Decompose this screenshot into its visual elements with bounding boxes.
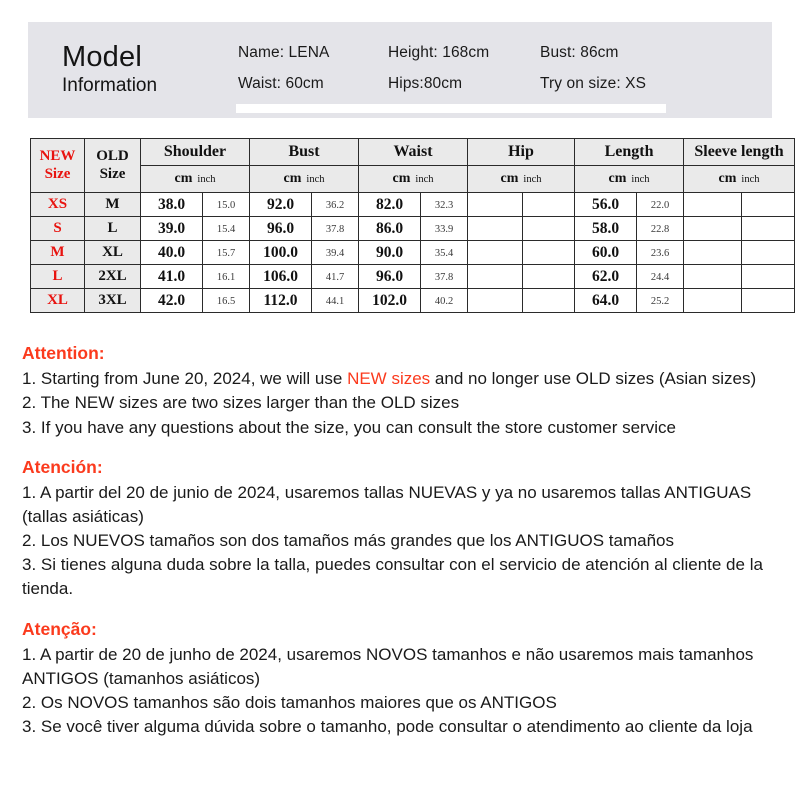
note-block-portuguese	[22, 616, 782, 740]
cell-sleeve-length-cm	[684, 193, 742, 217]
unit-cm-label: cm	[392, 171, 411, 186]
value-sleeve-length-inch	[767, 200, 770, 211]
model-spec-bust: Bust: 86cm	[540, 44, 619, 61]
cell-hip-cm	[468, 241, 523, 265]
note-english-line1-part-a: 1. Starting from June 20, 2024, we will use	[22, 369, 348, 389]
value-sleeve-length-inch	[767, 224, 770, 235]
unit-inch-label: inch	[741, 174, 760, 185]
model-information-banner	[28, 22, 772, 118]
model-spec-try-on-size: Try on size: XS	[540, 75, 647, 92]
value-shoulder-inch: 15.4	[216, 224, 236, 235]
value-length-cm: 60.0	[591, 243, 620, 261]
table-row	[31, 241, 795, 265]
cell-waist-cm	[359, 289, 421, 313]
cell-bust-cm	[250, 289, 312, 313]
value-sleeve-length-cm	[711, 196, 715, 213]
cell-sleeve-length-inch	[742, 265, 795, 289]
value-hip-inch	[547, 272, 550, 283]
header-group-length: Length	[575, 139, 684, 166]
value-hip-cm	[493, 196, 497, 213]
cell-length-inch	[637, 289, 684, 313]
value-bust-cm: 106.0	[263, 267, 298, 285]
table-head	[31, 139, 795, 193]
value-bust-cm: 92.0	[266, 195, 295, 213]
cell-bust-cm	[250, 217, 312, 241]
value-waist-inch: 37.8	[434, 272, 454, 283]
model-specs-group	[228, 22, 772, 118]
value-shoulder-inch: 15.7	[216, 248, 236, 259]
size-chart-table	[30, 138, 795, 313]
cell-bust-inch	[312, 289, 359, 313]
cell-hip-cm	[468, 265, 523, 289]
cell-shoulder-inch	[203, 217, 250, 241]
cell-new-size: L	[31, 265, 85, 289]
cell-new-size: XL	[31, 289, 85, 313]
unit-inch-label: inch	[415, 174, 434, 185]
model-title-main: Model	[62, 41, 142, 74]
value-shoulder-cm: 40.0	[157, 243, 186, 261]
value-length-cm: 62.0	[591, 267, 620, 285]
note-portuguese-line-1: 1. A partir de 20 de junho de 2024, usaremos NOVOS tamanhos e não usaremos mais tamanhos ANTIGOS (tamanhos asiáticos)	[22, 644, 754, 688]
value-hip-cm	[493, 292, 497, 309]
cell-sleeve-length-inch	[742, 217, 795, 241]
value-shoulder-cm: 39.0	[157, 219, 186, 237]
note-spanish-line-3: 3. Si tienes alguna duda sobre la talla, puedes consultar con el servicio de atención al cliente de la tienda.	[22, 555, 763, 599]
cell-new-size: S	[31, 217, 85, 241]
table-header-row-groups	[31, 139, 795, 166]
cell-waist-cm	[359, 241, 421, 265]
cell-waist-cm	[359, 265, 421, 289]
header-group-waist: Waist	[359, 139, 468, 166]
note-heading-portuguese: Atenção:	[22, 618, 97, 639]
value-waist-inch: 33.9	[434, 224, 454, 235]
cell-length-cm	[575, 241, 637, 265]
value-shoulder-cm: 41.0	[157, 267, 186, 285]
cell-bust-cm	[250, 193, 312, 217]
value-hip-inch	[547, 224, 550, 235]
unit-cm-label: cm	[174, 171, 193, 186]
header-new-size-line2: Size	[44, 165, 71, 182]
note-heading-english: Attention:	[22, 343, 105, 363]
unit-cm-label: cm	[500, 171, 519, 186]
cell-waist-cm	[359, 217, 421, 241]
cell-sleeve-length-inch	[742, 193, 795, 217]
header-new-size	[31, 139, 85, 193]
cell-waist-inch	[421, 193, 468, 217]
value-shoulder-cm: 38.0	[157, 195, 186, 213]
header-unit-shoulder	[141, 166, 250, 193]
cell-sleeve-length-cm	[684, 217, 742, 241]
cell-shoulder-inch	[203, 241, 250, 265]
cell-old-size: 2XL	[85, 265, 141, 289]
model-spec-name: Name: LENA	[238, 44, 330, 61]
unit-inch-label: inch	[631, 174, 650, 185]
cell-sleeve-length-cm	[684, 289, 742, 313]
value-hip-cm	[493, 268, 497, 285]
table-row	[31, 265, 795, 289]
cell-bust-inch	[312, 241, 359, 265]
value-length-inch: 25.2	[650, 296, 670, 307]
cell-hip-cm	[468, 193, 523, 217]
cell-old-size: L	[85, 217, 141, 241]
cell-hip-cm	[468, 289, 523, 313]
unit-inch-label: inch	[197, 174, 216, 185]
cell-length-inch	[637, 217, 684, 241]
value-length-inch: 22.0	[650, 200, 670, 211]
cell-shoulder-cm	[141, 193, 203, 217]
value-bust-inch: 41.7	[325, 272, 345, 283]
value-length-cm: 64.0	[591, 291, 620, 309]
header-group-bust: Bust	[250, 139, 359, 166]
cell-sleeve-length-cm	[684, 265, 742, 289]
header-unit-bust	[250, 166, 359, 193]
cell-new-size: XS	[31, 193, 85, 217]
cell-waist-inch	[421, 289, 468, 313]
note-english-line-3: 3. If you have any questions about the size, you can consult the store customer service	[22, 417, 676, 437]
value-sleeve-length-inch	[767, 296, 770, 307]
value-length-cm: 56.0	[591, 195, 620, 213]
value-bust-inch: 37.8	[325, 224, 345, 235]
value-hip-inch	[547, 296, 550, 307]
header-group-hip: Hip	[468, 139, 575, 166]
note-english-line1-part-b: and no longer use OLD sizes (Asian sizes)	[430, 369, 757, 389]
cell-hip-inch	[523, 289, 575, 313]
cell-hip-inch	[523, 217, 575, 241]
unit-inch-label: inch	[523, 174, 542, 185]
note-spanish-line-2: 2. Los NUEVOS tamaños son dos tamaños más grandes que los ANTIGUOS tamaños	[22, 531, 674, 551]
cell-waist-inch	[421, 217, 468, 241]
cell-length-inch	[637, 193, 684, 217]
model-spec-hips: Hips:80cm	[388, 75, 463, 92]
header-new-size-line1: NEW	[39, 147, 76, 164]
cell-waist-inch	[421, 241, 468, 265]
model-information-title	[28, 42, 228, 97]
value-waist-cm: 90.0	[375, 243, 404, 261]
note-english-line1-highlight: NEW sizes	[347, 369, 431, 389]
note-block-english	[22, 340, 782, 440]
cell-shoulder-cm	[141, 289, 203, 313]
cell-waist-cm	[359, 193, 421, 217]
note-portuguese-line-3: 3. Se você tiver alguma dúvida sobre o tamanho, pode consultar o atendimento ao cliente da loja	[22, 717, 753, 737]
cell-new-size: M	[31, 241, 85, 265]
value-bust-inch: 39.4	[325, 248, 345, 259]
cell-length-inch	[637, 265, 684, 289]
cell-shoulder-cm	[141, 265, 203, 289]
value-bust-cm: 100.0	[263, 243, 298, 261]
cell-length-cm	[575, 193, 637, 217]
cell-length-cm	[575, 289, 637, 313]
value-sleeve-length-inch	[767, 272, 770, 283]
cell-bust-inch	[312, 217, 359, 241]
cell-length-cm	[575, 265, 637, 289]
cell-old-size: XL	[85, 241, 141, 265]
header-group-sleeve-length: Sleeve length	[684, 139, 795, 166]
cell-hip-inch	[523, 241, 575, 265]
value-shoulder-inch: 16.1	[216, 272, 236, 283]
cell-old-size: M	[85, 193, 141, 217]
header-group-shoulder: Shoulder	[141, 139, 250, 166]
cell-length-cm	[575, 217, 637, 241]
note-heading-spanish: Atención:	[22, 456, 103, 477]
value-hip-inch	[547, 200, 550, 211]
value-waist-cm: 82.0	[375, 195, 404, 213]
header-unit-waist	[359, 166, 468, 193]
header-old-size-line1: OLD	[96, 147, 129, 164]
note-portuguese-line-2: 2. Os NOVOS tamanhos são dois tamanhos maiores que os ANTIGOS	[22, 693, 557, 712]
value-shoulder-inch: 15.0	[216, 200, 236, 211]
table-row	[31, 289, 795, 313]
value-hip-cm	[493, 220, 497, 237]
note-english-line-1	[22, 367, 782, 391]
cell-hip-cm	[468, 217, 523, 241]
header-unit-hip	[468, 166, 575, 193]
cell-hip-inch	[523, 265, 575, 289]
value-waist-inch: 35.4	[434, 248, 454, 259]
value-sleeve-length-cm	[711, 244, 715, 261]
cell-waist-inch	[421, 265, 468, 289]
table-row	[31, 217, 795, 241]
value-waist-cm: 86.0	[375, 219, 404, 237]
cell-sleeve-length-inch	[742, 241, 795, 265]
note-spanish-line-1: 1. A partir del 20 de junio de 2024, usaremos tallas NUEVAS y ya no usaremos tallas ANTIGUAS (tallas asiáticas)	[22, 482, 752, 526]
value-bust-cm: 96.0	[266, 219, 295, 237]
note-english-line-2: 2. The NEW sizes are two sizes larger than the OLD sizes	[22, 393, 460, 413]
cell-old-size: 3XL	[85, 289, 141, 313]
header-old-size-line2: Size	[99, 165, 126, 182]
value-waist-cm: 102.0	[372, 291, 407, 309]
unit-cm-label: cm	[283, 171, 302, 186]
value-waist-cm: 96.0	[375, 267, 404, 285]
value-length-inch: 22.8	[650, 224, 670, 235]
model-specs-underline	[236, 104, 666, 113]
value-sleeve-length-cm	[711, 268, 715, 285]
notes-section	[22, 340, 782, 753]
cell-bust-cm	[250, 241, 312, 265]
table-row	[31, 193, 795, 217]
value-length-cm: 58.0	[591, 219, 620, 237]
value-hip-inch	[547, 248, 550, 259]
value-waist-inch: 40.2	[434, 296, 454, 307]
value-length-inch: 24.4	[650, 272, 670, 283]
value-waist-inch: 32.3	[434, 200, 454, 211]
value-shoulder-cm: 42.0	[157, 291, 186, 309]
value-hip-cm	[493, 244, 497, 261]
note-block-spanish	[22, 454, 782, 602]
value-length-inch: 23.6	[650, 248, 670, 259]
table-body	[31, 193, 795, 313]
value-sleeve-length-cm	[711, 220, 715, 237]
unit-inch-label: inch	[306, 174, 325, 185]
cell-sleeve-length-cm	[684, 241, 742, 265]
cell-hip-inch	[523, 193, 575, 217]
value-bust-inch: 36.2	[325, 200, 345, 211]
cell-shoulder-inch	[203, 289, 250, 313]
cell-bust-inch	[312, 265, 359, 289]
cell-length-inch	[637, 241, 684, 265]
cell-bust-cm	[250, 265, 312, 289]
unit-cm-label: cm	[718, 171, 737, 186]
cell-shoulder-inch	[203, 265, 250, 289]
value-sleeve-length-inch	[767, 248, 770, 259]
cell-shoulder-cm	[141, 217, 203, 241]
cell-sleeve-length-inch	[742, 289, 795, 313]
value-bust-inch: 44.1	[325, 296, 345, 307]
value-bust-cm: 112.0	[263, 291, 298, 309]
model-title-sub: Information	[62, 74, 158, 96]
table-header-row-units	[31, 166, 795, 193]
header-unit-sleeve-length	[684, 166, 795, 193]
cell-shoulder-cm	[141, 241, 203, 265]
model-spec-waist: Waist: 60cm	[238, 75, 324, 92]
model-spec-height: Height: 168cm	[388, 44, 490, 61]
cell-bust-inch	[312, 193, 359, 217]
header-old-size	[85, 139, 141, 193]
header-unit-length	[575, 166, 684, 193]
value-sleeve-length-cm	[711, 292, 715, 309]
unit-cm-label: cm	[608, 171, 627, 186]
value-shoulder-inch: 16.5	[216, 296, 236, 307]
cell-shoulder-inch	[203, 193, 250, 217]
